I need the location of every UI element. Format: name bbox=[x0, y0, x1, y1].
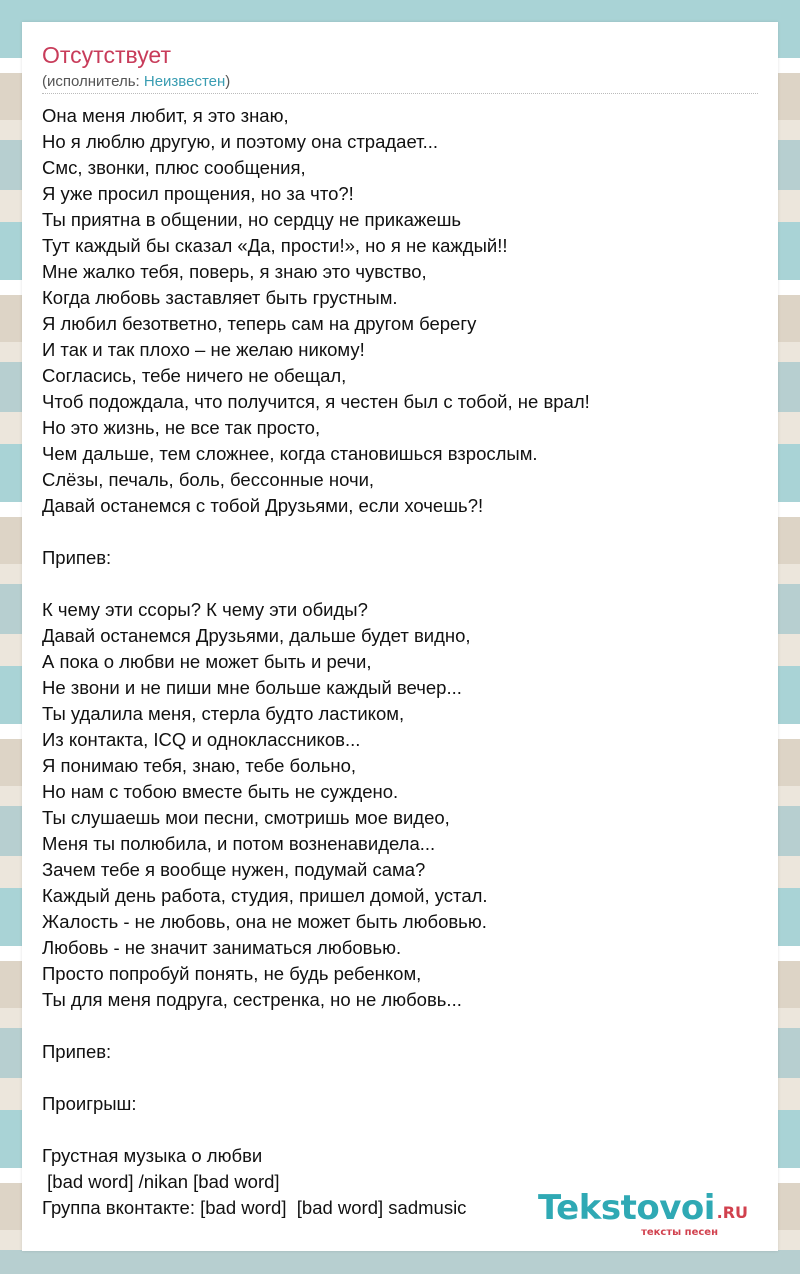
site-logo[interactable] bbox=[538, 1188, 748, 1238]
lyric-line bbox=[42, 1013, 762, 1039]
lyric-line: Она меня любит, я это знаю, bbox=[42, 105, 289, 126]
divider bbox=[42, 93, 758, 94]
lyric-line: Проигрыш: bbox=[42, 1093, 137, 1114]
lyric-line bbox=[42, 1065, 762, 1091]
lyric-line: Но я люблю другую, и поэтому она страдает... bbox=[42, 131, 438, 152]
lyric-line: Каждый день работа, студия, пришел домой, устал. bbox=[42, 885, 488, 906]
lyric-line: А пока о любви не может быть и речи, bbox=[42, 651, 372, 672]
lyrics-text bbox=[42, 103, 762, 1221]
lyric-line: Слёзы, печаль, боль, бессонные ночи, bbox=[42, 469, 375, 490]
lyric-line: Припев: bbox=[42, 1041, 112, 1062]
logo-domain: .RU bbox=[716, 1203, 748, 1222]
lyric-line: Я любил безответно, теперь сам на другом берегу bbox=[42, 313, 477, 334]
lyric-line: Давай останемся Друзьями, дальше будет видно, bbox=[42, 625, 471, 646]
lyric-line: Меня ты полюбила, и потом возненавидела... bbox=[42, 833, 436, 854]
lyric-line: Но это жизнь, не все так просто, bbox=[42, 417, 321, 438]
lyric-line: Согласись, тебе ничего не обещал, bbox=[42, 365, 347, 386]
lyric-line: Мне жалко тебя, поверь, я знаю это чувство, bbox=[42, 261, 427, 282]
lyric-line bbox=[42, 1117, 762, 1143]
lyric-line: Ты слушаешь мои песни, смотришь мое видео, bbox=[42, 807, 450, 828]
lyric-line: Ты приятна в общении, но сердцу не прикажешь bbox=[42, 209, 462, 230]
lyric-line: Когда любовь заставляет быть грустным. bbox=[42, 287, 398, 308]
lyric-line: Я уже просил прощения, но за что?! bbox=[42, 183, 354, 204]
lyric-line: Но нам с тобою вместе быть не суждено. bbox=[42, 781, 399, 802]
lyric-line: Просто попробуй понять, не будь ребенком, bbox=[42, 963, 422, 984]
lyric-line: Тут каждый бы сказал «Да, прости!», но я не каждый!! bbox=[42, 235, 508, 256]
artist-link[interactable]: Неизвестен bbox=[143, 73, 226, 90]
lyric-line: Давай останемся с тобой Друзьями, если хочешь?! bbox=[42, 495, 484, 516]
artist-prefix: (исполнитель: bbox=[42, 73, 144, 90]
lyric-line bbox=[42, 519, 762, 545]
lyric-line: Из контакта, ICQ и одноклассников... bbox=[42, 729, 361, 750]
lyrics-card bbox=[22, 22, 778, 1251]
lyric-line: Грустная музыка о любви bbox=[42, 1145, 263, 1166]
lyric-line: Ты удалила меня, стерла будто ластиком, bbox=[42, 703, 405, 724]
lyric-line: Любовь - не значит заниматься любовью. bbox=[42, 937, 402, 958]
lyric-line: Припев: bbox=[42, 547, 112, 568]
lyric-line: Группа вконтакте: [bad word] [bad word] sadmusic bbox=[42, 1197, 467, 1218]
logo-tagline: тексты песен bbox=[641, 1227, 718, 1238]
artist-suffix: ) bbox=[225, 73, 231, 90]
logo-name: Tekstovoi bbox=[538, 1188, 715, 1228]
lyric-line: Я понимаю тебя, знаю, тебе больно, bbox=[42, 755, 357, 776]
lyric-line: И так и так плохо – не желаю никому! bbox=[42, 339, 365, 360]
lyric-line: Зачем тебе я вообще нужен, подумай сама? bbox=[42, 859, 426, 880]
lyric-line: К чему эти ссоры? К чему эти обиды? bbox=[42, 599, 368, 620]
lyric-line bbox=[42, 571, 762, 597]
lyric-line: Чем дальше, тем сложнее, когда становишься взрослым. bbox=[42, 443, 538, 464]
artist-line bbox=[42, 73, 230, 90]
lyric-line: Жалость - не любовь, она не может быть любовью. bbox=[42, 911, 487, 932]
lyric-line: Не звони и не пиши мне больше каждый вечер... bbox=[42, 677, 462, 698]
lyric-line: Смс, звонки, плюс сообщения, bbox=[42, 157, 306, 178]
lyric-line: [bad word] /nikan [bad word] bbox=[42, 1171, 280, 1192]
song-title: Отсутствует bbox=[42, 42, 171, 68]
lyric-line: Ты для меня подруга, сестренка, но не любовь... bbox=[42, 989, 462, 1010]
lyric-line: Чтоб подождала, что получится, я честен был с тобой, не врал! bbox=[42, 391, 590, 412]
